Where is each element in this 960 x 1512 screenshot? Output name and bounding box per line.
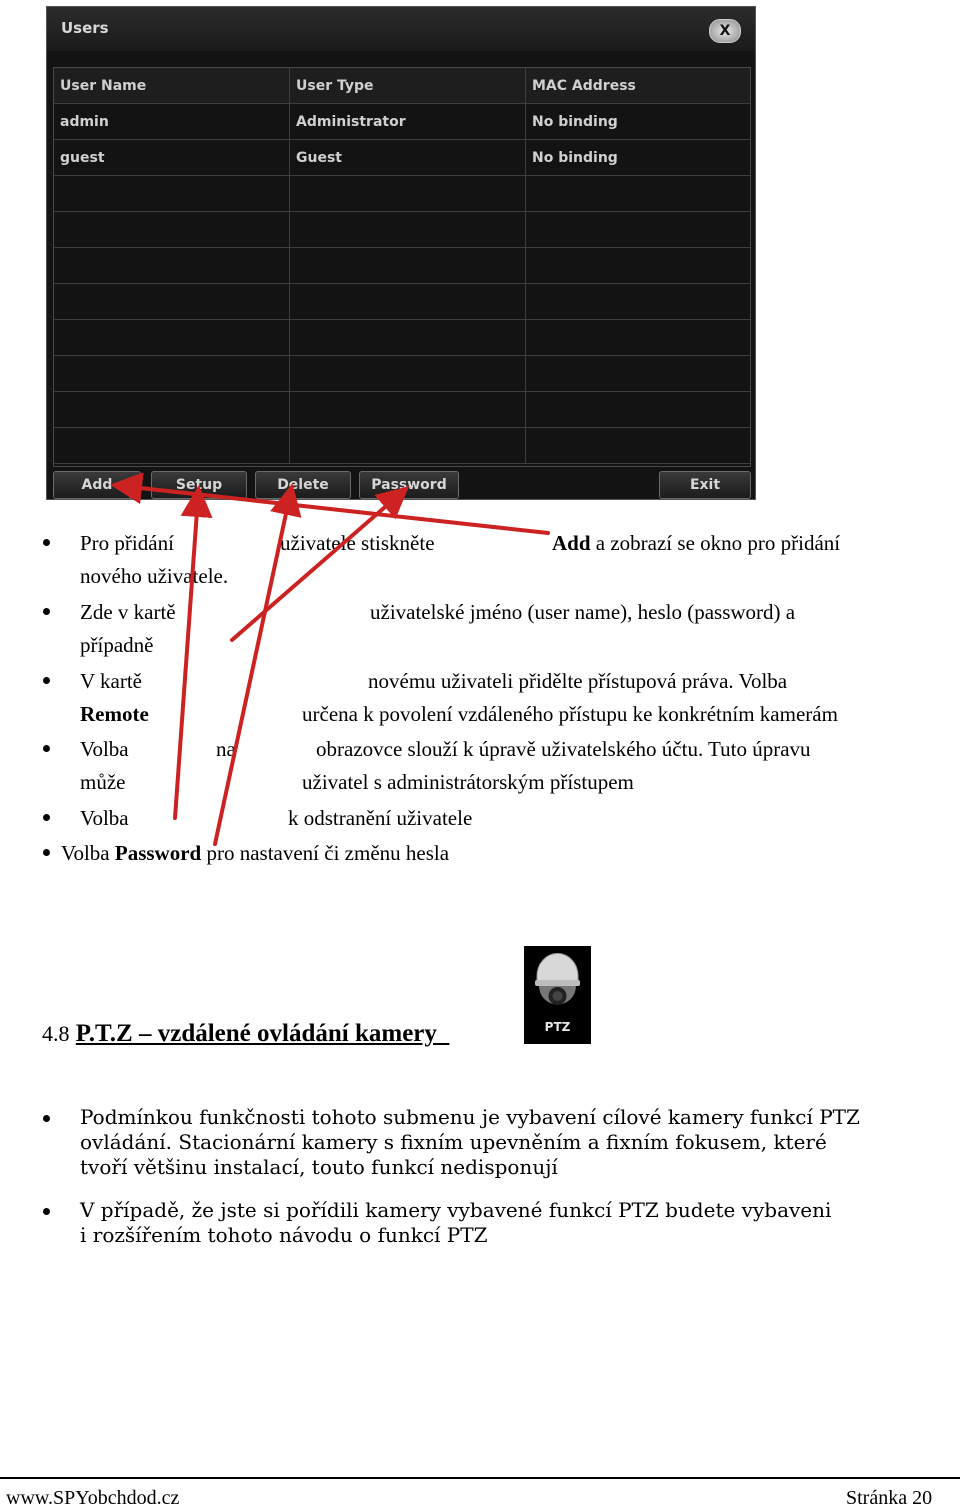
text-fragment: Volba xyxy=(61,841,110,865)
text-line: V případě, že jste si pořídili kamery vybavené funkcí PTZ budete vybaveni xyxy=(80,1198,832,1222)
text-fragment: pro nastavení či změnu hesla xyxy=(206,841,450,865)
footer-website: www.SPYobchdod.cz xyxy=(6,1487,180,1509)
add-button[interactable]: Add xyxy=(53,471,141,499)
text-fragment: případně xyxy=(80,633,154,657)
window-titlebar xyxy=(47,7,755,51)
window-title: Users xyxy=(61,19,109,37)
text-line xyxy=(80,562,228,590)
mac-address-cell: No binding xyxy=(532,150,618,166)
text-fragment: Volba xyxy=(80,737,129,761)
empty-table-row[interactable] xyxy=(54,320,750,356)
text-line xyxy=(370,598,795,626)
section-number: 4.8 xyxy=(42,1021,70,1046)
close-button[interactable]: X xyxy=(709,19,741,43)
text-line: ovládání. Stacionární kamery s fixním upevněním a fixním fokusem, které xyxy=(80,1130,827,1154)
text-fragment-bold: Password xyxy=(114,841,202,865)
section-title: P.T.Z – vzdálené ovládání kamery xyxy=(75,1020,437,1047)
text-fragment: uživatel s administrátorským přístupem xyxy=(302,770,634,794)
bullet-icon xyxy=(43,745,50,752)
text-fragment-bold: Add xyxy=(552,531,591,555)
user-name-cell: guest xyxy=(54,140,290,176)
button-bar xyxy=(47,469,755,499)
user-type-cell: Guest xyxy=(290,140,526,176)
text-fragment: a zobrazí se okno pro přidání xyxy=(595,531,841,555)
text-fragment: na xyxy=(216,737,236,761)
text-fragment: k odstranění uživatele xyxy=(288,806,473,830)
bullet-icon xyxy=(43,849,50,856)
users-table xyxy=(53,67,751,467)
text-line xyxy=(368,667,787,695)
text-line xyxy=(61,839,449,867)
empty-table-row[interactable] xyxy=(54,392,750,428)
text-fragment: uživatelské jméno (user name), heslo (password) a xyxy=(370,600,796,624)
text-line xyxy=(302,700,838,728)
bullet-icon xyxy=(43,539,50,546)
text-line xyxy=(552,529,840,557)
column-header-user-name[interactable]: User Name xyxy=(54,68,290,104)
text-line: tvoří většinu instalací, touto funkcí nedisponují xyxy=(80,1155,558,1179)
text-fragment: určena k povolení vzdáleného přístupu ke konkrétním kamerám xyxy=(302,702,838,726)
table-row[interactable] xyxy=(54,140,750,176)
delete-button[interactable]: Delete xyxy=(255,471,351,499)
section-heading xyxy=(42,1020,449,1048)
arrow-to-setup xyxy=(175,497,198,818)
empty-table-row[interactable] xyxy=(54,284,750,320)
table-header xyxy=(54,68,750,104)
text-fragment: novému uživateli přidělte přístupová práva. Volba xyxy=(368,669,788,693)
ptz-camera-icon xyxy=(524,946,591,1044)
text-fragment-bold: Remote xyxy=(80,702,149,726)
table-row[interactable] xyxy=(54,104,750,140)
bullet-icon xyxy=(43,814,50,821)
text-line xyxy=(80,529,174,557)
users-window xyxy=(46,6,756,500)
footer-divider xyxy=(0,1477,960,1479)
text-fragment: Zde v kartě xyxy=(80,600,176,624)
empty-table-row[interactable] xyxy=(54,428,750,464)
footer-page-number: Stránka 20 xyxy=(846,1487,933,1509)
text-line xyxy=(288,804,472,832)
text-line: i rozšířením tohoto návodu o funkcí PTZ xyxy=(80,1223,488,1247)
text-fragment: nového uživatele. xyxy=(80,564,229,588)
text-line xyxy=(80,631,153,659)
text-fragment: V kartě xyxy=(80,669,143,693)
setup-button[interactable]: Setup xyxy=(151,471,247,499)
bullet-icon xyxy=(43,1115,50,1122)
text-line xyxy=(216,735,236,763)
bullet-icon xyxy=(43,608,50,615)
text-line xyxy=(80,700,149,728)
text-line xyxy=(80,768,125,796)
text-fragment: může xyxy=(80,770,126,794)
arrow-to-delete xyxy=(215,495,290,844)
mac-address-cell: No binding xyxy=(532,114,618,130)
text-line: Podmínkou funkčnosti tohoto submenu je vybavení cílové kamery funkcí PTZ xyxy=(80,1105,860,1129)
text-fragment: Volba xyxy=(80,806,129,830)
text-line xyxy=(316,735,811,763)
ptz-icon-label: PTZ xyxy=(544,1020,571,1034)
empty-table-row[interactable] xyxy=(54,356,750,392)
text-line xyxy=(80,667,142,695)
text-fragment: uživatele stiskněte xyxy=(280,531,435,555)
column-header-mac-address[interactable]: MAC Address xyxy=(532,78,636,94)
text-line xyxy=(80,804,129,832)
text-line xyxy=(280,529,435,557)
text-line xyxy=(80,735,129,763)
password-button[interactable]: Password xyxy=(359,471,459,499)
bullet-icon xyxy=(43,1208,50,1215)
exit-button[interactable]: Exit xyxy=(659,471,751,499)
text-line xyxy=(80,598,176,626)
text-fragment: obrazovce slouží k úpravě uživatelského účtu. Tuto úpravu xyxy=(316,737,811,761)
column-header-user-type[interactable]: User Type xyxy=(290,68,526,104)
text-fragment: Pro přidání xyxy=(80,531,174,555)
empty-table-row[interactable] xyxy=(54,176,750,212)
user-name-cell: admin xyxy=(54,104,290,140)
user-type-cell: Administrator xyxy=(290,104,526,140)
empty-table-row[interactable] xyxy=(54,248,750,284)
text-line xyxy=(302,768,634,796)
empty-table-row[interactable] xyxy=(54,212,750,248)
bullet-icon xyxy=(43,677,50,684)
